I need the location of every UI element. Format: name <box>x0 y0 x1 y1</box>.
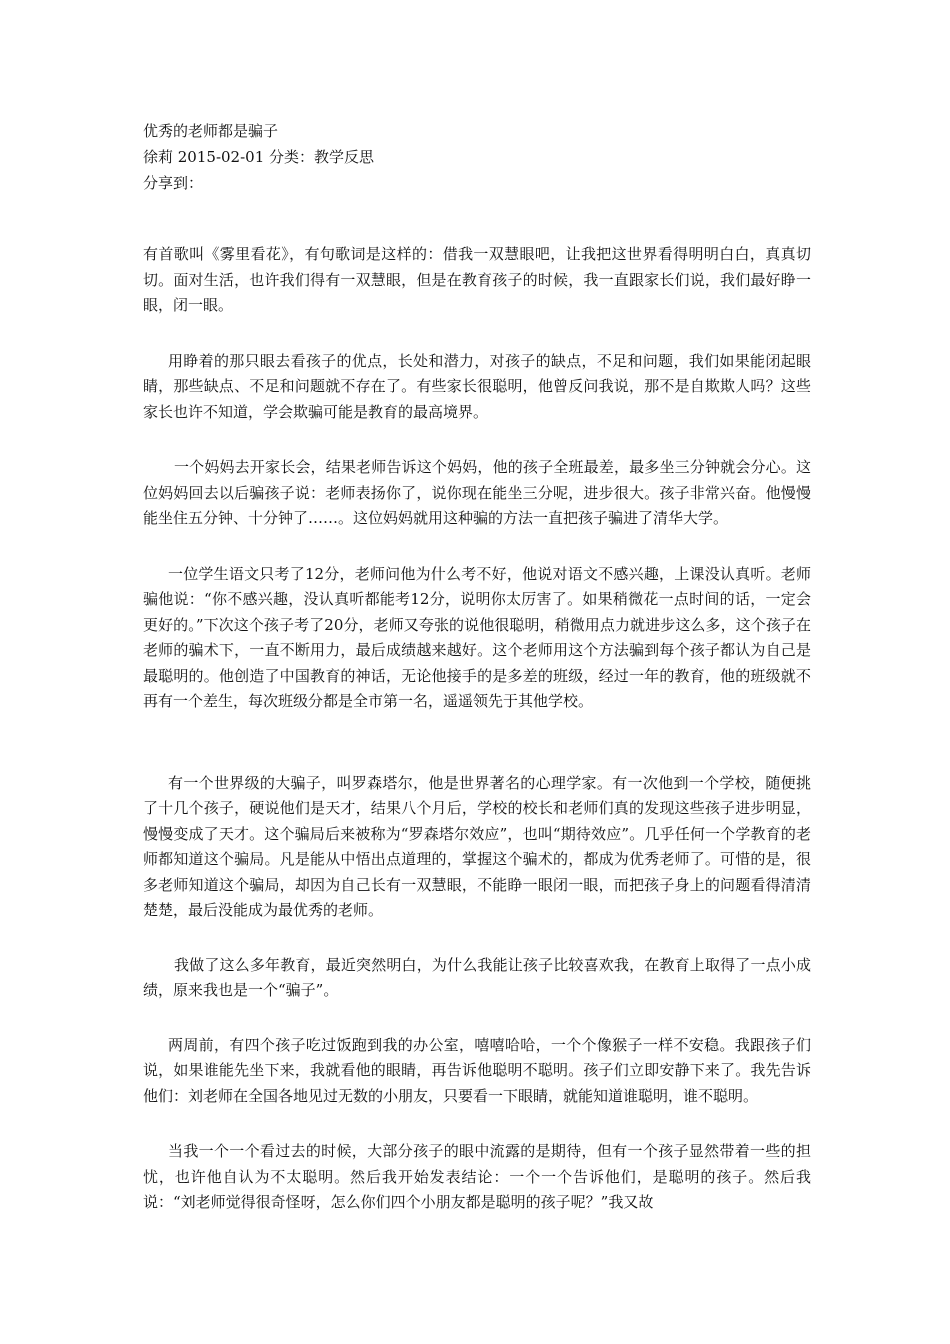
paragraph-2: 用睁着的那只眼去看孩子的优点，长处和潜力，对孩子的缺点，不足和问题，我们如果能闭起眼睛，那些缺点、不足和问题就不存在了。有些家长很聪明，他曾反问我说，那不是自欺欺人吗？这些家长也许不知道，学会欺骗可能是教育的最高境界。 <box>143 351 811 421</box>
article-title: 优秀的老师都是骗子 <box>143 122 279 140</box>
paragraph-8: 当我一个一个看过去的时候，大部分孩子的眼中流露的是期待，但有一个孩子显然带着一些的担忧，也许他自认为不太聪明。然后我开始发表结论：一个一个告诉他们，是聪明的孩子。然后我说：“刘老师觉得很奇怪呀，怎么你们四个小朋友都是聪明的孩子呢？”我又故 <box>143 1142 811 1211</box>
paragraph-7: 两周前，有四个孩子吃过饭跑到我的办公室，嘻嘻哈哈，一个个像猴子一样不安稳。我跟孩子们说，如果谁能先坐下来，我就看他的眼睛，再告诉他聪明不聪明。孩子们立即安静下来了。我先告诉他们：刘老师在全国各地见过无数的小朋友，只要看一下眼睛，就能知道谁聪明，谁不聪明。 <box>143 1035 811 1105</box>
paragraph-4: 一位学生语文只考了12分，老师问他为什么考不好，他说对语文不感兴趣，上课没认真听。老师骗他说：“你不感兴趣，没认真听都能考12分，说明你太厉害了。如果稍微花一点时间的话，一定会更好的。”下次这个孩子考了20分，老师又夸张的说他很聪明，稍微用点力就进步这么多，这个孩子在老师的骗术下，一直不断用力，最后成绩越来越好。这个老师用这个方法骗到每个孩子都认为自己是最聪明的。他创造了中国教育的神话，无论他接手的是多差的班级，经过一年的教育，他的班级就不再有一个差生，每次班级分都是全市第一名，遥遥领先于其他学校。 <box>143 564 811 710</box>
paragraph-3: 一个妈妈去开家长会，结果老师告诉这个妈妈，他的孩子全班最差，最多坐三分钟就会分心。这位妈妈回去以后骗孩子说：老师表扬你了，说你现在能坐三分呢，进步很大。孩子非常兴奋。他慢慢能坐住五分钟、十分钟了……。这位妈妈就用这种骗的方法一直把孩子骗进了清华大学。 <box>143 458 811 527</box>
document-page <box>143 118 811 1216</box>
share-label: 分享到： <box>143 174 204 192</box>
article-byline: 徐莉 2015-02-01 分类：教学反思 <box>143 148 375 166</box>
paragraph-5: 有一个世界级的大骗子，叫罗森塔尔，他是世界著名的心理学家。有一次他到一个学校，随便挑了十几个孩子，硬说他们是天才，结果八个月后，学校的校长和老师们真的发现这些孩子进步明显，慢慢变成了天才。这个骗局后来被称为“罗森塔尔效应”，也叫“期待效应”。几乎任何一个学教育的老师都知道这个骗局。凡是能从中悟出点道理的，掌握这个骗术的，都成为优秀老师了。可惜的是，很多老师知道这个骗局，却因为自己长有一双慧眼，不能睁一眼闭一眼，而把孩子身上的问题看得清清楚楚，最后没能成为最优秀的老师。 <box>143 773 811 919</box>
paragraph-1: 有首歌叫《雾里看花》，有句歌词是这样的：借我一双慧眼吧，让我把这世界看得明明白白，真真切切。面对生活，也许我们得有一双慧眼，但是在教育孩子的时候，我一直跟家长们说，我们最好睁一眼，闭一眼。 <box>143 245 811 314</box>
paragraph-6: 我做了这么多年教育，最近突然明白，为什么我能让孩子比较喜欢我，在教育上取得了一点小成绩，原来我也是一个“骗子”。 <box>143 955 811 999</box>
